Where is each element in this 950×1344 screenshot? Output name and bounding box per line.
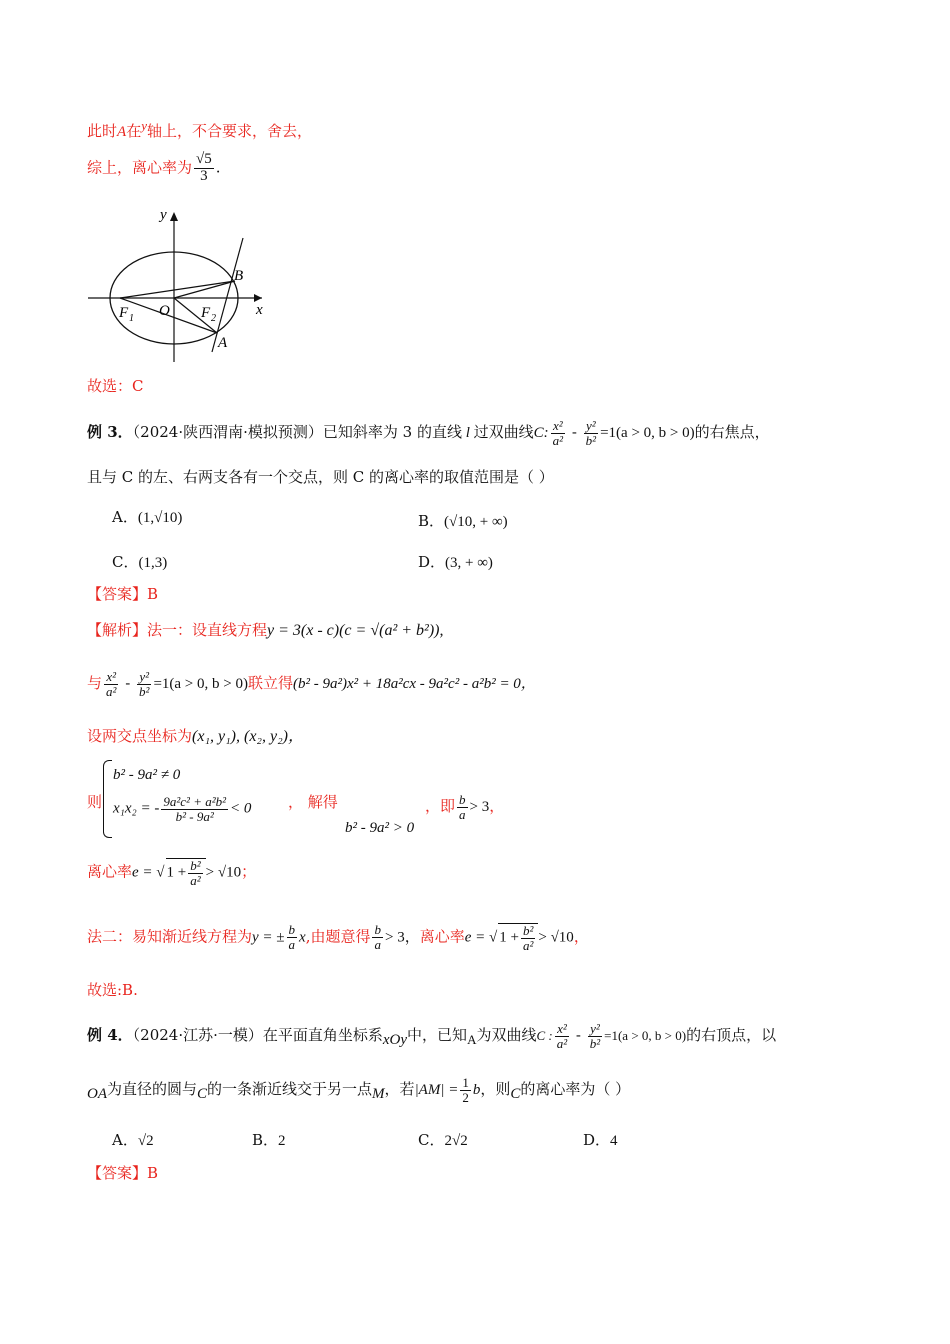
eccentricity-conclusion: 综上，离心率为 $\frac{√5}{3}$ . xyxy=(87,151,221,184)
point-F1-sub: 1 xyxy=(129,313,134,324)
ex3-option-a[interactable]: A．(1,√10) xyxy=(112,508,183,526)
ex3-solution-3: 设两交点坐标为(x₁, y₁), (x₂, y₂)， xyxy=(87,727,304,745)
point-O-label: O xyxy=(159,303,170,319)
example-4-stem-line2: OA为直径的圆与C的一条渐近线交于另一点M，若|AM| = $\frac{1}{2}$ b，则C的离心率为（ ） xyxy=(87,1075,631,1105)
system-brace xyxy=(103,760,112,838)
point-A-label: A xyxy=(218,335,228,351)
x-axis-label: x xyxy=(256,302,263,318)
ex4-option-a[interactable]: A．√2 xyxy=(112,1131,154,1149)
example-3-stem: 例 3．（2024·陕西渭南·模拟预测）已知斜率为 3 的直线 l 过双曲线C: $\frac{\text{x²}}{\text{a²}}$ - $\frac{\text{y²}}{\text{b²}}$ =1(a > 0, b > 0)的右焦点， xyxy=(87,418,770,448)
ex3-final-choice: 故选:B. xyxy=(87,981,138,999)
ex4-option-b[interactable]: B．2 xyxy=(252,1131,286,1149)
point-F1-label: F xyxy=(119,305,129,321)
ex3-solution-1: 【解析】法一：设直线方程y = 3(x - c)(c = √(a² + b²)), xyxy=(87,621,444,639)
ex3-option-c[interactable]: C．(1,3) xyxy=(112,553,168,571)
ex3-option-d[interactable]: D．(3, + ∞) xyxy=(418,553,493,571)
ex3-solve-conclusion: ，即 $\frac{b}{a}$ > 3， xyxy=(425,792,505,822)
solution-line-1: 此时A在y轴上，不合要求，舍去， xyxy=(87,118,312,140)
ex3-solve-result: b² - 9a² > 0 xyxy=(345,820,415,836)
ex3-solution-5: 离心率e = √ 1 + $\frac{\text{b²}}{\text{a²}}$ > √10； xyxy=(87,858,257,888)
example-4-stem: 例 4．（2024·江苏·一模）在平面直角坐标系xOy中，已知A为双曲线C : $\frac{\text{x²}}{\text{a²}}$ - $\frac{\text{y²}}{\text{b²}}$ =1(a > 0, b > 0)的右顶点，以 xyxy=(87,1021,777,1051)
point-F2-label: F xyxy=(201,305,211,321)
ex3-solve-label: ， 解得 xyxy=(288,793,338,811)
point-B-label: B xyxy=(234,268,244,284)
choice-c-line: 故选：C xyxy=(87,377,144,395)
ex3-solution-6: 法二：易知渐近线方程为y = ± $\frac{b}{a}$ x,由题意得 $\frac{b}{a}$ > 3，离心率e = √ 1 + $\frac{\text{b²}}{\text{a²}}$ > √10， xyxy=(87,922,589,953)
ex4-option-d[interactable]: D．4 xyxy=(583,1131,618,1149)
ex3-option-b[interactable]: B．(√10, + ∞) xyxy=(418,512,508,530)
ex3-answer: 【答案】B xyxy=(87,585,159,603)
ellipse-figure xyxy=(80,202,280,367)
ex3-solution-2: 与 $\frac{\text{x²}}{\text{a²}}$ - $\frac{\text{y²}}{\text{b²}}$ =1(a > 0, b > 0)联立得(b² - 9a²)x² + 18a²cx - 9a²c² - a²b² = 0， xyxy=(87,669,536,699)
example-3-stem-line2: 且与 C 的左、右两支各有一个交点，则 C 的离心率的取值范围是（ ） xyxy=(87,468,554,486)
ex3-solution-4-label: 则 xyxy=(87,793,103,811)
system-row-2: x₁x₂ = - $\frac{\text{9a²c² + a²b²}}{\text{b² - 9a²}}$ < 0 xyxy=(113,794,252,824)
ex4-option-c[interactable]: C．2√2 xyxy=(418,1131,468,1149)
ex4-answer: 【答案】B xyxy=(87,1164,159,1182)
system-row-1: b² - 9a² ≠ 0 xyxy=(113,767,181,783)
point-F2-sub: 2 xyxy=(211,313,216,324)
y-axis-label: y xyxy=(160,207,167,223)
